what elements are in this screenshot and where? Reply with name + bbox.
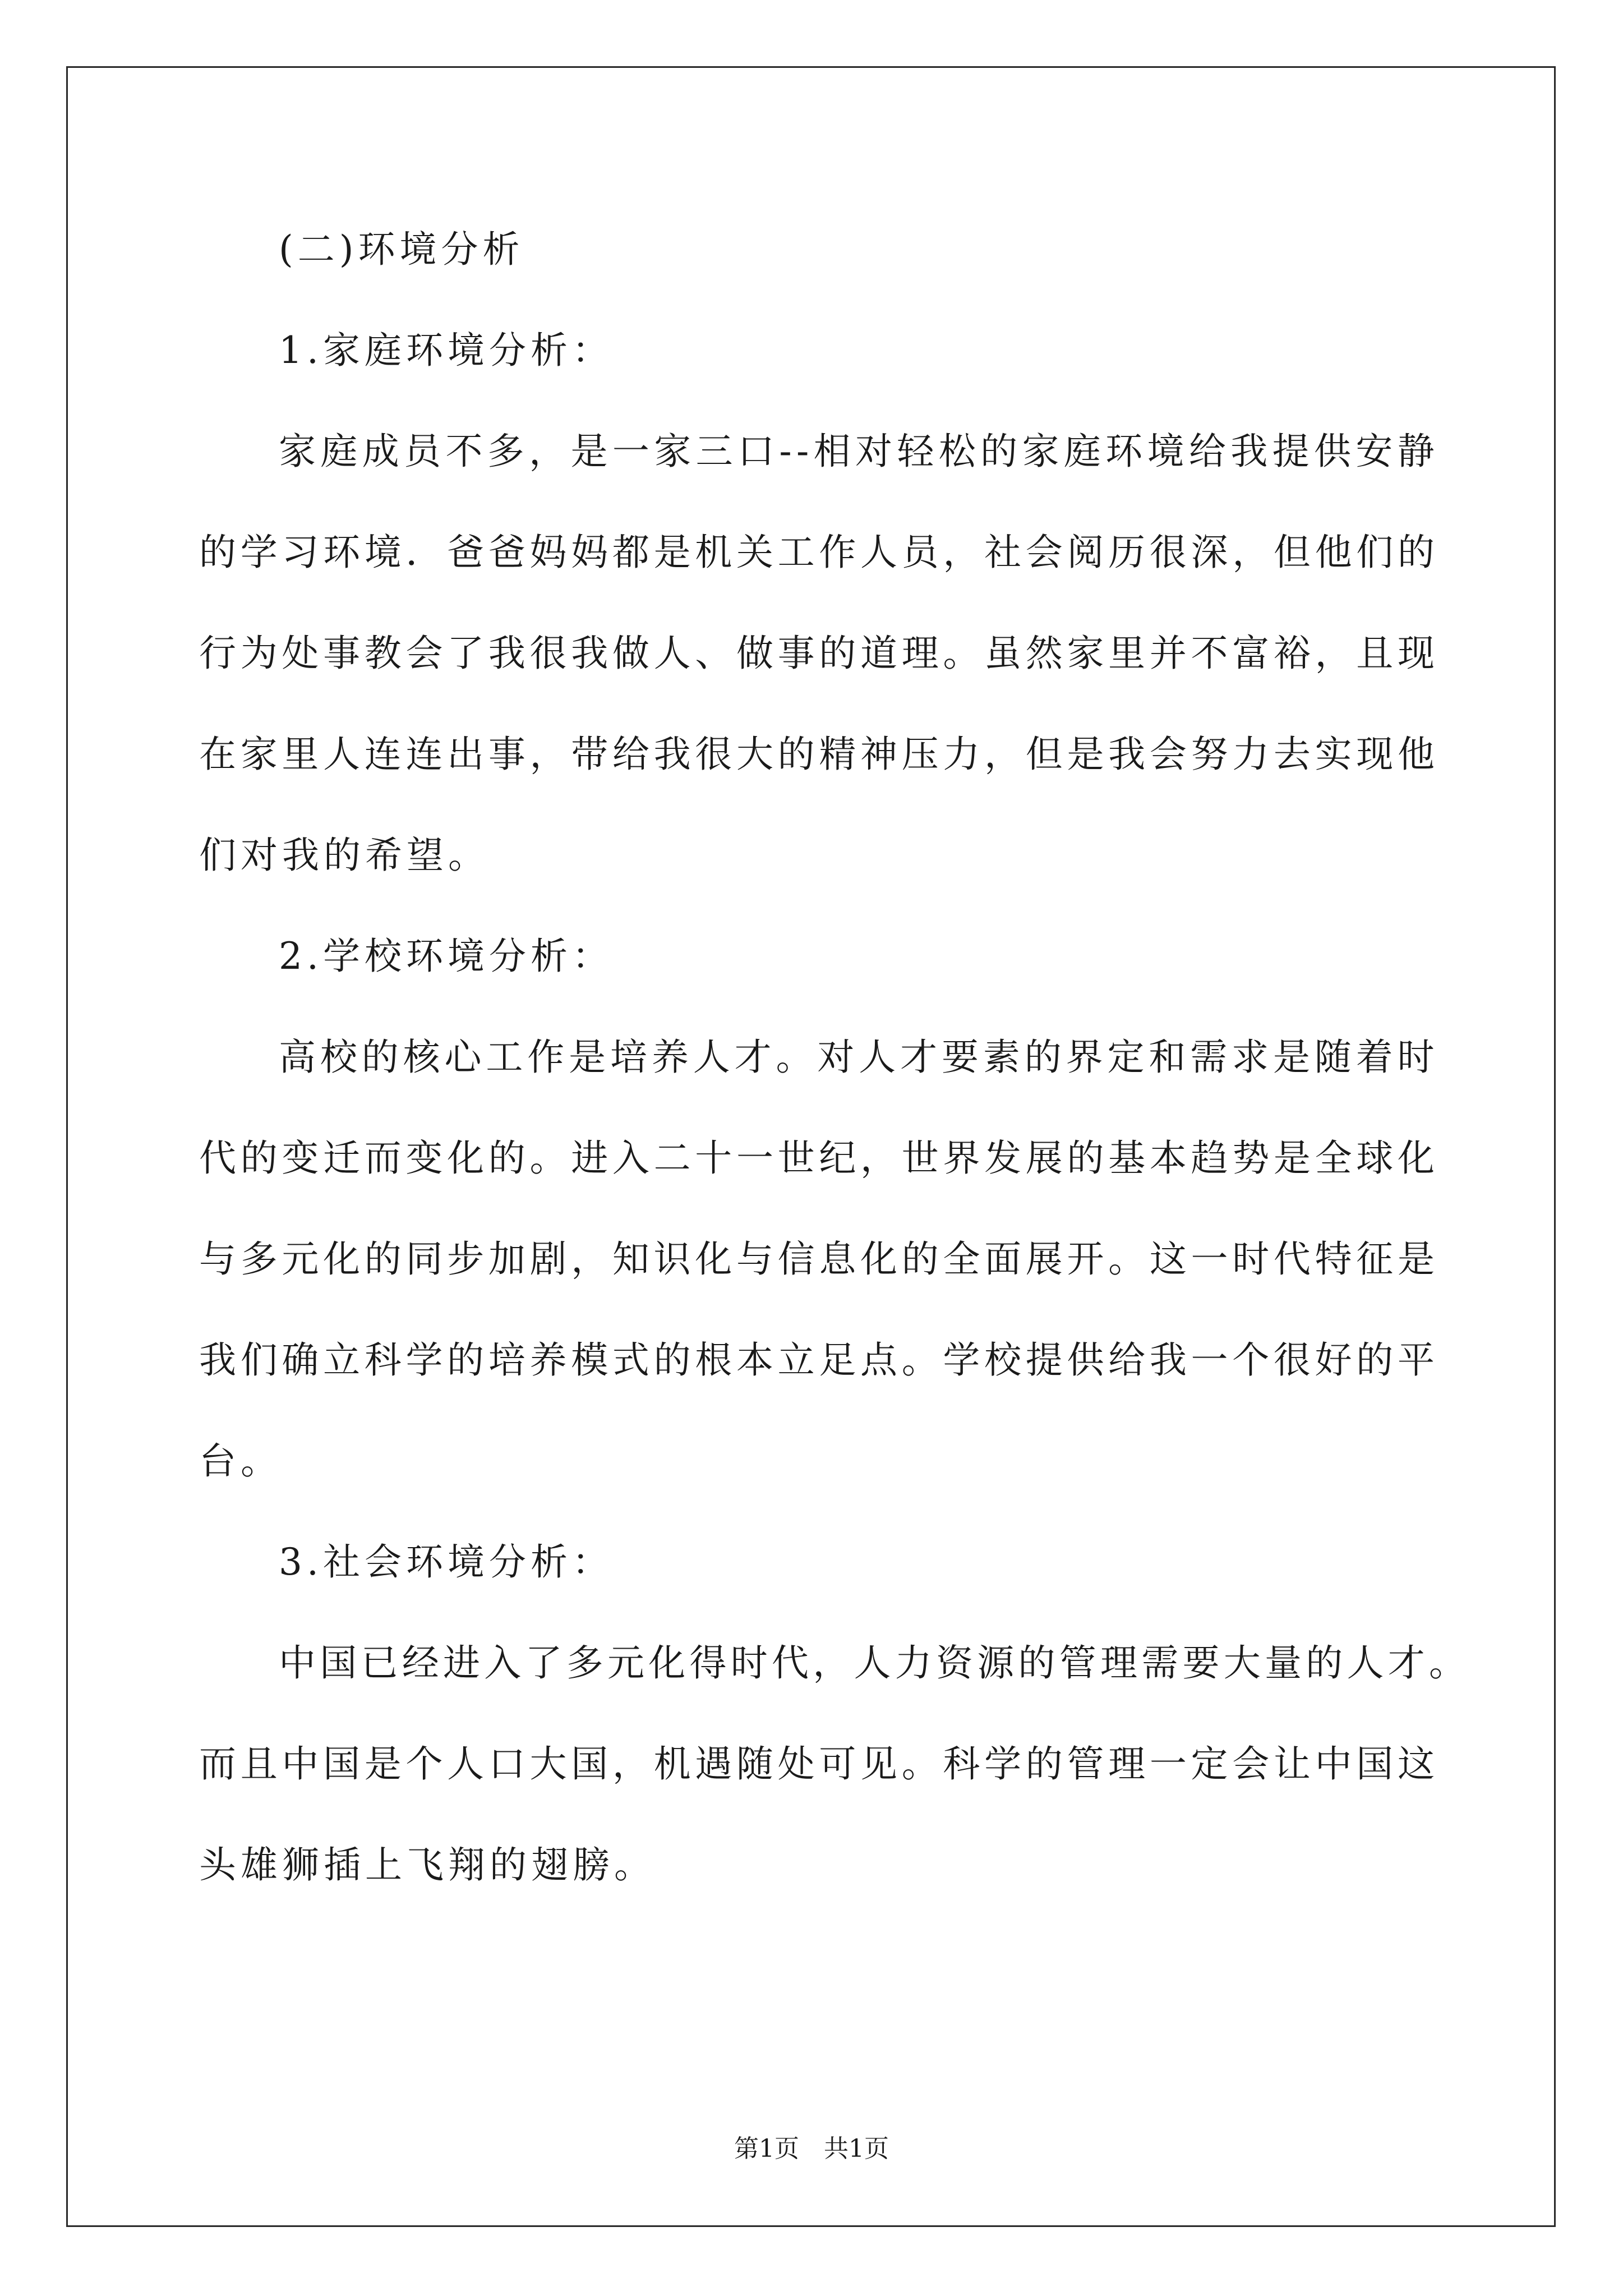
subsection-heading-school: 2.学校环境分析： <box>279 935 614 978</box>
subsection-heading-society: 3.社会环境分析： <box>279 1540 614 1584</box>
paragraph-line: 我 们 确 立 科 学 的 培 养 模 式 的 根 本 立 足 点 。 学 校 提 供 给 我 一 个 很 好 的 平 <box>199 1338 1435 1382</box>
paragraph-line: 行 为 处 事 教 会 了 我 很 我 做 人 、 做 事 的 道 理 。 虽 然 家 里 并 不 富 裕 ， 且 现 <box>199 632 1435 675</box>
paragraph-line: 中 国 已 经 进 入 了 多 元 化 得 时 代 ， 人 力 资 源 的 管 理 需 要 大 量 的 人 才 。 <box>279 1641 1466 1685</box>
paragraph-line: 在 家 里 人 连 连 出 事 ， 带 给 我 很 大 的 精 神 压 力 ， 但 是 我 会 努 力 去 实 现 他 <box>199 733 1435 776</box>
paragraph-line: 头雄狮插上飞翔的翅膀。 <box>199 1843 656 1887</box>
paragraph-line: 家 庭 成 员 不 多 ， 是 一 家 三 口 - - 相 对 轻 松 的 家 庭 环 境 给 我 提 供 安 静 <box>279 430 1435 473</box>
paragraph-line: 台。 <box>199 1439 282 1483</box>
section-heading: (二)环境分析 <box>279 228 524 271</box>
page-footer: 第1页 共1页 <box>734 2134 889 2163</box>
paragraph-line: 与 多 元 化 的 同 步 加 剧 ， 知 识 化 与 信 息 化 的 全 面 展 开 。 这 一 时 代 特 征 是 <box>199 1237 1435 1281</box>
paragraph-line: 们对我的希望。 <box>199 834 490 877</box>
paragraph-line: 而 且 中 国 是 个 人 口 大 国 ， 机 遇 随 处 可 见 。 科 学 的 管 理 一 定 会 让 中 国 这 <box>199 1742 1435 1786</box>
paragraph-line: 代 的 变 迁 而 变 化 的 。 进 入 二 十 一 世 纪 ， 世 界 发 展 的 基 本 趋 势 是 全 球 化 <box>199 1137 1435 1180</box>
subsection-heading-family: 1.家庭环境分析： <box>279 329 614 372</box>
paragraph-line: 的 学 习 环 境 ． 爸 爸 妈 妈 都 是 机 关 工 作 人 员 ， 社 会 阅 历 很 深 ， 但 他 们 的 <box>199 531 1435 574</box>
paragraph-line: 高 校 的 核 心 工 作 是 培 养 人 才 。 对 人 才 要 素 的 界 定 和 需 求 是 随 着 时 <box>279 1036 1435 1079</box>
